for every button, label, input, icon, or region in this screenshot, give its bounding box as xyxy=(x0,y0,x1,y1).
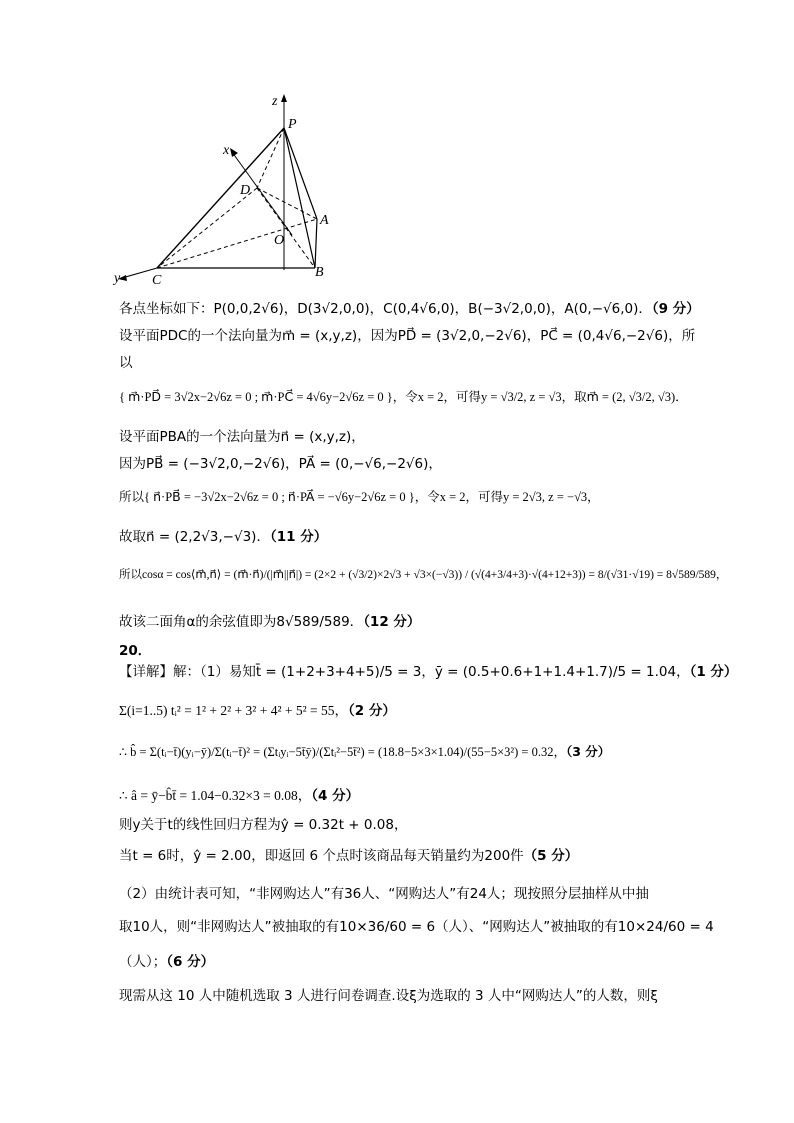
text-line-part2-sampling xyxy=(119,915,714,935)
line-text: Σ(i=1..5) tᵢ² = 1² + 2² + 3² + 4² + 5² = 55， xyxy=(119,703,349,718)
line-text: 取10人，则“非网购达人”被抽取的有10×36/60 = 6（人）、“网购达人”被抽取的有10×24/60 = 4 xyxy=(119,919,714,935)
text-line-take-n xyxy=(119,525,327,545)
line-text: （2）由统计表可知，“非网购达人”有36人、“网购达人”有24人；现按照分层抽样从中抽 xyxy=(119,886,649,902)
line-text: ∴ â = ȳ−b̂t̄ = 1.04−0.32×3 = 0.08， xyxy=(119,788,312,803)
text-line-a-hat xyxy=(119,784,359,804)
score-label: （12 分） xyxy=(363,614,421,630)
label-b: B xyxy=(315,265,324,280)
score-label: （2 分） xyxy=(348,703,396,719)
label-o: O xyxy=(274,233,285,248)
line-text: 现需从这 10 人中随机选取 3 人进行问卷调查.设ξ为选取的 3 人中“网购达人”的人数，则ξ xyxy=(119,988,658,1004)
label-x: x xyxy=(223,143,230,158)
line-text: 设平面PDC的一个法向量为m⃗ = (x,y,z)，因为PD⃗ = (3√2,0,−2√6)，PC⃗ = (0,4√6,−2√6)，所 xyxy=(119,328,696,344)
score-label: （5 分） xyxy=(523,848,579,864)
text-line-system-pdc xyxy=(119,387,688,405)
label-p: P xyxy=(288,117,297,132)
score-label: （9 分） xyxy=(651,301,700,317)
pyramid-figure xyxy=(112,90,347,290)
edge-pd xyxy=(257,128,284,188)
edge-ca xyxy=(157,219,317,268)
text-line-vectors-pba xyxy=(119,452,442,472)
score-label: （3 分） xyxy=(566,744,611,759)
text-line-system-pba xyxy=(119,487,600,505)
line-text: 则y关于t的线性回归方程为ŷ = 0.32t + 0.08， xyxy=(119,817,408,833)
score-label: （1 分） xyxy=(689,664,738,680)
label-c: C xyxy=(152,273,162,288)
line-text: 【详解】解：（1）易知t̄ = (1+2+3+4+5)/5 = 3，ȳ = (0.5+0.6+1+1.4+1.7)/5 = 1.04， xyxy=(119,664,690,680)
text-line-detail xyxy=(119,660,737,680)
line-text: 故取n⃗ = (2,2√3,−√3)． xyxy=(119,529,270,545)
text-line-sum-t2 xyxy=(119,699,396,719)
z-axis-arrow xyxy=(281,94,287,102)
text-line-regression xyxy=(119,813,407,833)
label-a: A xyxy=(320,213,329,228)
line-text: 各点坐标如下：P(0,0,2√6)，D(3√2,0,0)，C(0,4√6,0)，B(−3√2,0,0)，A(0,−√6,0)． xyxy=(119,301,652,317)
pyramid-diagram xyxy=(112,90,347,290)
label-z: z xyxy=(272,94,278,109)
text-line-predict xyxy=(119,844,578,864)
label-y: y xyxy=(114,271,121,286)
text-line-normal-pdc-cont xyxy=(119,351,133,371)
line-text: 20． xyxy=(119,643,152,659)
edge-pa xyxy=(284,128,317,219)
question-number xyxy=(119,639,151,659)
line-text: ∴ b̂ = Σ(tᵢ−t̄)(yᵢ−ȳ)/Σ(tᵢ−t̄)² = (Σtᵢyᵢ−5t̄ȳ)/(Σtᵢ²−5t̄²) = (18.8−5×3×1.04)/(55−5×3²) = 0.32， xyxy=(119,745,566,759)
score-label: （11 分） xyxy=(269,529,328,545)
text-line-part2-people xyxy=(119,950,214,970)
line-text: 因为PB⃗ = (−3√2,0,−2√6)，PA⃗ = (0,−√6,−2√6)， xyxy=(119,456,442,472)
text-line-part2 xyxy=(119,882,649,902)
line-text: 所以{ n⃗·PB⃗ = −3√2x−2√6z = 0 ; n⃗·PA⃗ = −√6y−2√6z = 0 }，令x = 2，可得y = 2√3, z = −√3， xyxy=(119,490,600,504)
text-line-coords xyxy=(119,297,700,317)
label-d: D xyxy=(240,183,251,198)
line-text: 设平面PBA的一个法向量为n⃗ = (x,y,z)， xyxy=(119,429,365,445)
line-text: 所以cosα = cos⟨m⃗,n⃗⟩ = (m⃗·n⃗)/(|m⃗||n⃗|) = (2×2 + (√3/2)×2√3 + √3×(−√3)) / (√(4+3/4+3)·√(4+12+3)) = 8/(√31·√19) = 8√589/589， xyxy=(119,569,728,581)
score-label: （4 分） xyxy=(311,788,360,804)
edge-ab xyxy=(315,219,317,268)
text-line-normal-pdc xyxy=(119,324,695,344)
line-text: 故该二面角α的余弦值即为8√589/589． xyxy=(119,614,364,630)
edge-dc xyxy=(157,188,257,268)
text-line-normal-pba xyxy=(119,425,365,445)
line-text: 当t = 6时，ŷ = 2.00，即返回 6 个点时该商品每天销量约为200件 xyxy=(119,848,524,864)
text-line-b-hat xyxy=(119,742,610,760)
line-text: { m⃗·PD⃗ = 3√2x−2√6z = 0 ; m⃗·PC⃗ = 4√6y−2√6z = 0 }，令x = 2，可得y = √3/2, z = √3，取m⃗ = (2, √3/2, √3)． xyxy=(119,390,688,404)
text-line-cos-result xyxy=(119,610,420,630)
text-line-cos-alpha xyxy=(119,566,727,582)
score-label: （6 分） xyxy=(166,954,215,970)
line-text: （人）； xyxy=(119,954,167,970)
line-text: 以 xyxy=(119,355,133,371)
text-line-part2-survey xyxy=(119,984,658,1004)
x-axis-arrow xyxy=(230,148,238,157)
